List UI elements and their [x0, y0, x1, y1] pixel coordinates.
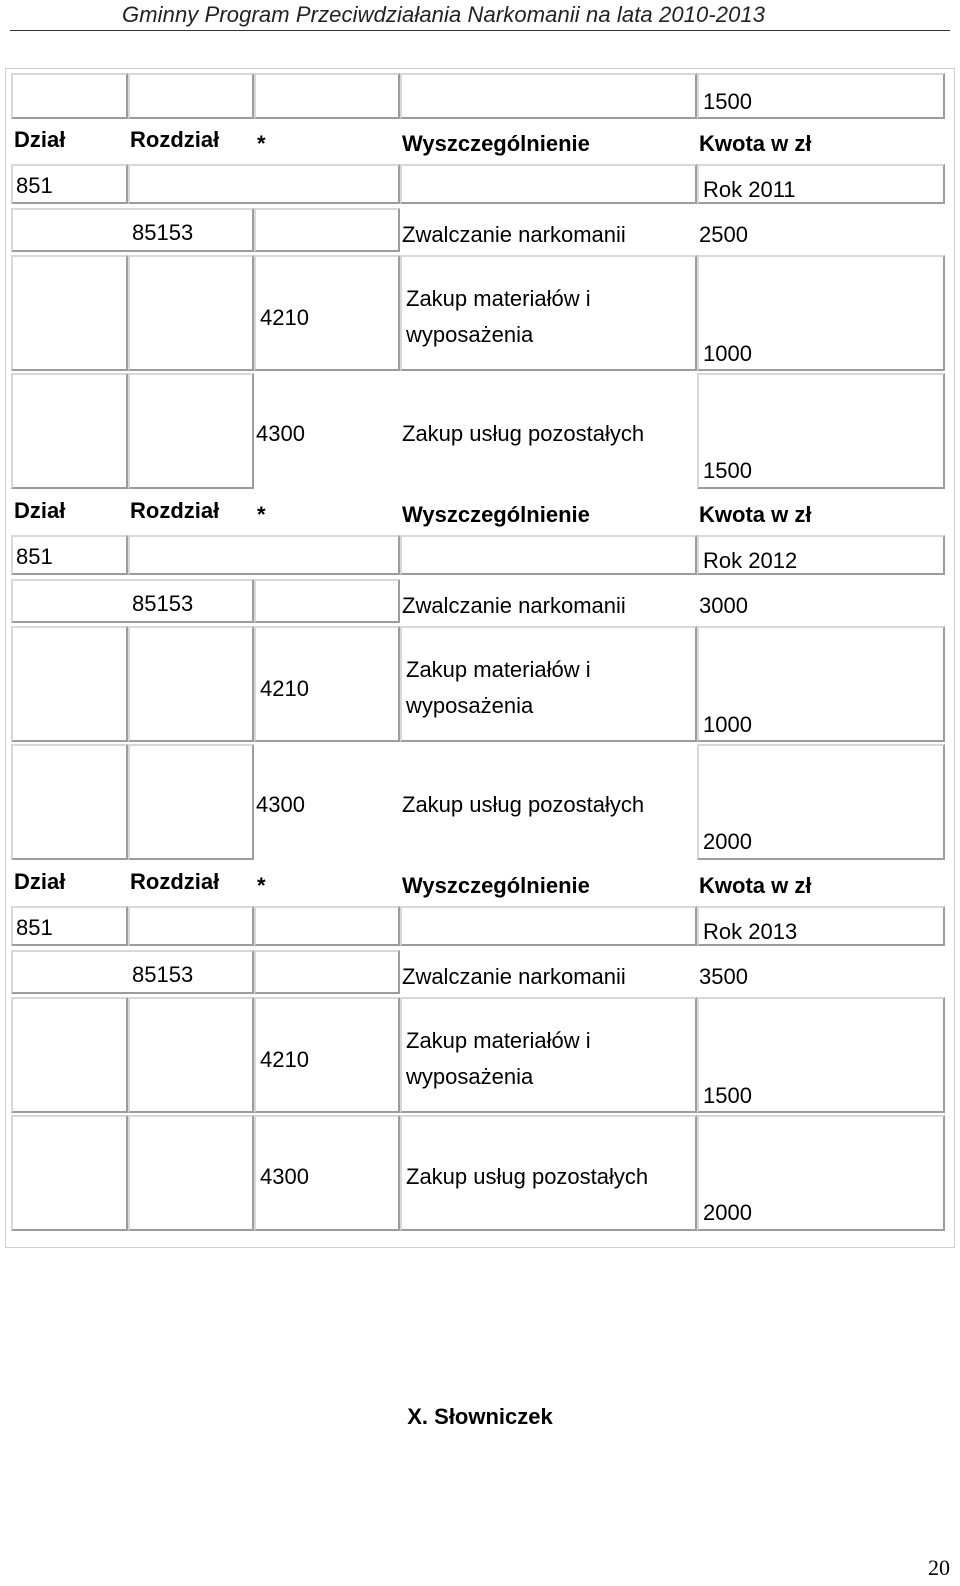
table-cell: [254, 255, 400, 371]
year-label: Rok 2011: [703, 177, 796, 202]
table-cell: [11, 579, 254, 623]
column-header-star: *: [257, 873, 266, 898]
table-cell: [254, 626, 400, 742]
dzial-value: 851: [16, 915, 53, 940]
table-cell: [11, 950, 254, 994]
table-cell: [11, 73, 128, 119]
table-cell: [400, 164, 697, 204]
table-cell: [11, 997, 128, 1113]
rozdzial-amount: 2500: [699, 222, 748, 247]
table-cell: [254, 1115, 400, 1231]
header-divider: [10, 30, 950, 31]
item-name: Zakup usług pozostałych: [406, 1164, 649, 1189]
table-cell: [128, 164, 400, 204]
item-name: Zakup materiałów i wyposażenia: [406, 1028, 591, 1089]
column-header-wyszczegolnienie: Wyszczególnienie: [402, 873, 590, 898]
table-cell: [254, 73, 400, 119]
table-cell: [128, 373, 254, 489]
section-heading: X. Słowniczek: [407, 1404, 553, 1429]
dzial-value: 851: [16, 173, 53, 198]
table-cell: [697, 997, 945, 1113]
item-amount: 1000: [703, 341, 752, 366]
table-cell: [400, 997, 697, 1113]
table-cell: [697, 626, 945, 742]
table-cell: [128, 255, 254, 371]
item-amount: 1500: [703, 458, 752, 483]
table-cell: [11, 373, 128, 489]
amount-value: 1500: [703, 89, 752, 114]
table-cell: [11, 208, 254, 252]
table-cell: [697, 906, 945, 946]
item-code: 4210: [260, 676, 309, 701]
column-header-dzial: Dział: [14, 127, 66, 152]
column-header-rozdzial: Rozdział: [130, 127, 220, 152]
table-cell: [400, 626, 697, 742]
table-cell: [400, 255, 697, 371]
column-header-kwota: Kwota w zł: [699, 131, 812, 156]
table-cell: [400, 535, 697, 575]
table-cell: [697, 373, 945, 489]
page-header: [0, 0, 960, 32]
document-title: Gminny Program Przeciwdziałania Narkomanii na lata 2010-2013: [122, 2, 766, 27]
table-cell: [128, 997, 254, 1113]
rozdzial-name: Zwalczanie narkomanii: [402, 964, 626, 989]
table-cell: [11, 535, 128, 575]
column-header-rozdzial: Rozdział: [130, 869, 220, 894]
table-cell: [11, 255, 128, 371]
item-code: 4210: [260, 1047, 309, 1072]
item-amount: 2000: [703, 829, 752, 854]
table-cell: [697, 535, 945, 575]
column-header-rozdzial: Rozdział: [130, 498, 220, 523]
item-code: 4300: [260, 1164, 309, 1189]
item-code: 4210: [260, 305, 309, 330]
table-cell: [128, 1115, 254, 1231]
table-cell: [697, 164, 945, 204]
column-header-wyszczegolnienie: Wyszczególnienie: [402, 131, 590, 156]
column-header-dzial: Dział: [14, 498, 66, 523]
item-code: 4300: [256, 421, 305, 446]
column-header-kwota: Kwota w zł: [699, 502, 812, 527]
dzial-value: 851: [16, 544, 53, 569]
table-cell: [697, 255, 945, 371]
column-header-dzial: Dział: [14, 869, 66, 894]
table-cell: [254, 579, 400, 623]
column-header-kwota: Kwota w zł: [699, 873, 812, 898]
table-cell: [128, 906, 254, 946]
item-amount: 1000: [703, 712, 752, 737]
rozdzial-amount: 3000: [699, 593, 748, 618]
year-label: Rok 2012: [703, 548, 798, 573]
table-cell: [400, 1115, 697, 1231]
table-cell: [254, 906, 400, 946]
budget-table: [5, 68, 955, 1248]
column-header-wyszczegolnienie: Wyszczególnienie: [402, 502, 590, 527]
page-number: 20: [928, 1555, 950, 1580]
table-cell: [11, 1115, 128, 1231]
table-cell: [254, 950, 400, 994]
table-cell: [697, 73, 945, 119]
table-cell: [697, 744, 945, 860]
rozdzial-value: 85153: [132, 962, 194, 987]
rozdzial-name: Zwalczanie narkomanii: [402, 222, 626, 247]
rozdzial-value: 85153: [132, 220, 194, 245]
column-header-star: *: [257, 502, 266, 527]
table-cell: [11, 164, 128, 204]
item-name: Zakup materiałów i wyposażenia: [406, 657, 591, 718]
table-cell: [11, 744, 128, 860]
year-label: Rok 2013: [703, 919, 798, 944]
item-name: Zakup usług pozostałych: [402, 421, 645, 446]
item-code: 4300: [256, 792, 305, 817]
rozdzial-name: Zwalczanie narkomanii: [402, 593, 626, 618]
rozdzial-amount: 3500: [699, 964, 748, 989]
table-cell: [128, 73, 254, 119]
item-name: Zakup usług pozostałych: [402, 792, 645, 817]
table-cell: [11, 626, 128, 742]
table-cell: [400, 73, 697, 119]
item-name: Zakup materiałów i wyposażenia: [406, 286, 591, 347]
table-cell: [254, 208, 400, 252]
item-amount: 2000: [703, 1200, 752, 1225]
table-cell: [128, 744, 254, 860]
item-amount: 1500: [703, 1083, 752, 1108]
column-header-star: *: [257, 131, 266, 156]
rozdzial-value: 85153: [132, 591, 194, 616]
table-cell: [400, 906, 697, 946]
table-cell: [697, 1115, 945, 1231]
table-cell: [128, 535, 400, 575]
table-cell: [254, 997, 400, 1113]
table-cell: [128, 626, 254, 742]
table-cell: [11, 906, 128, 946]
